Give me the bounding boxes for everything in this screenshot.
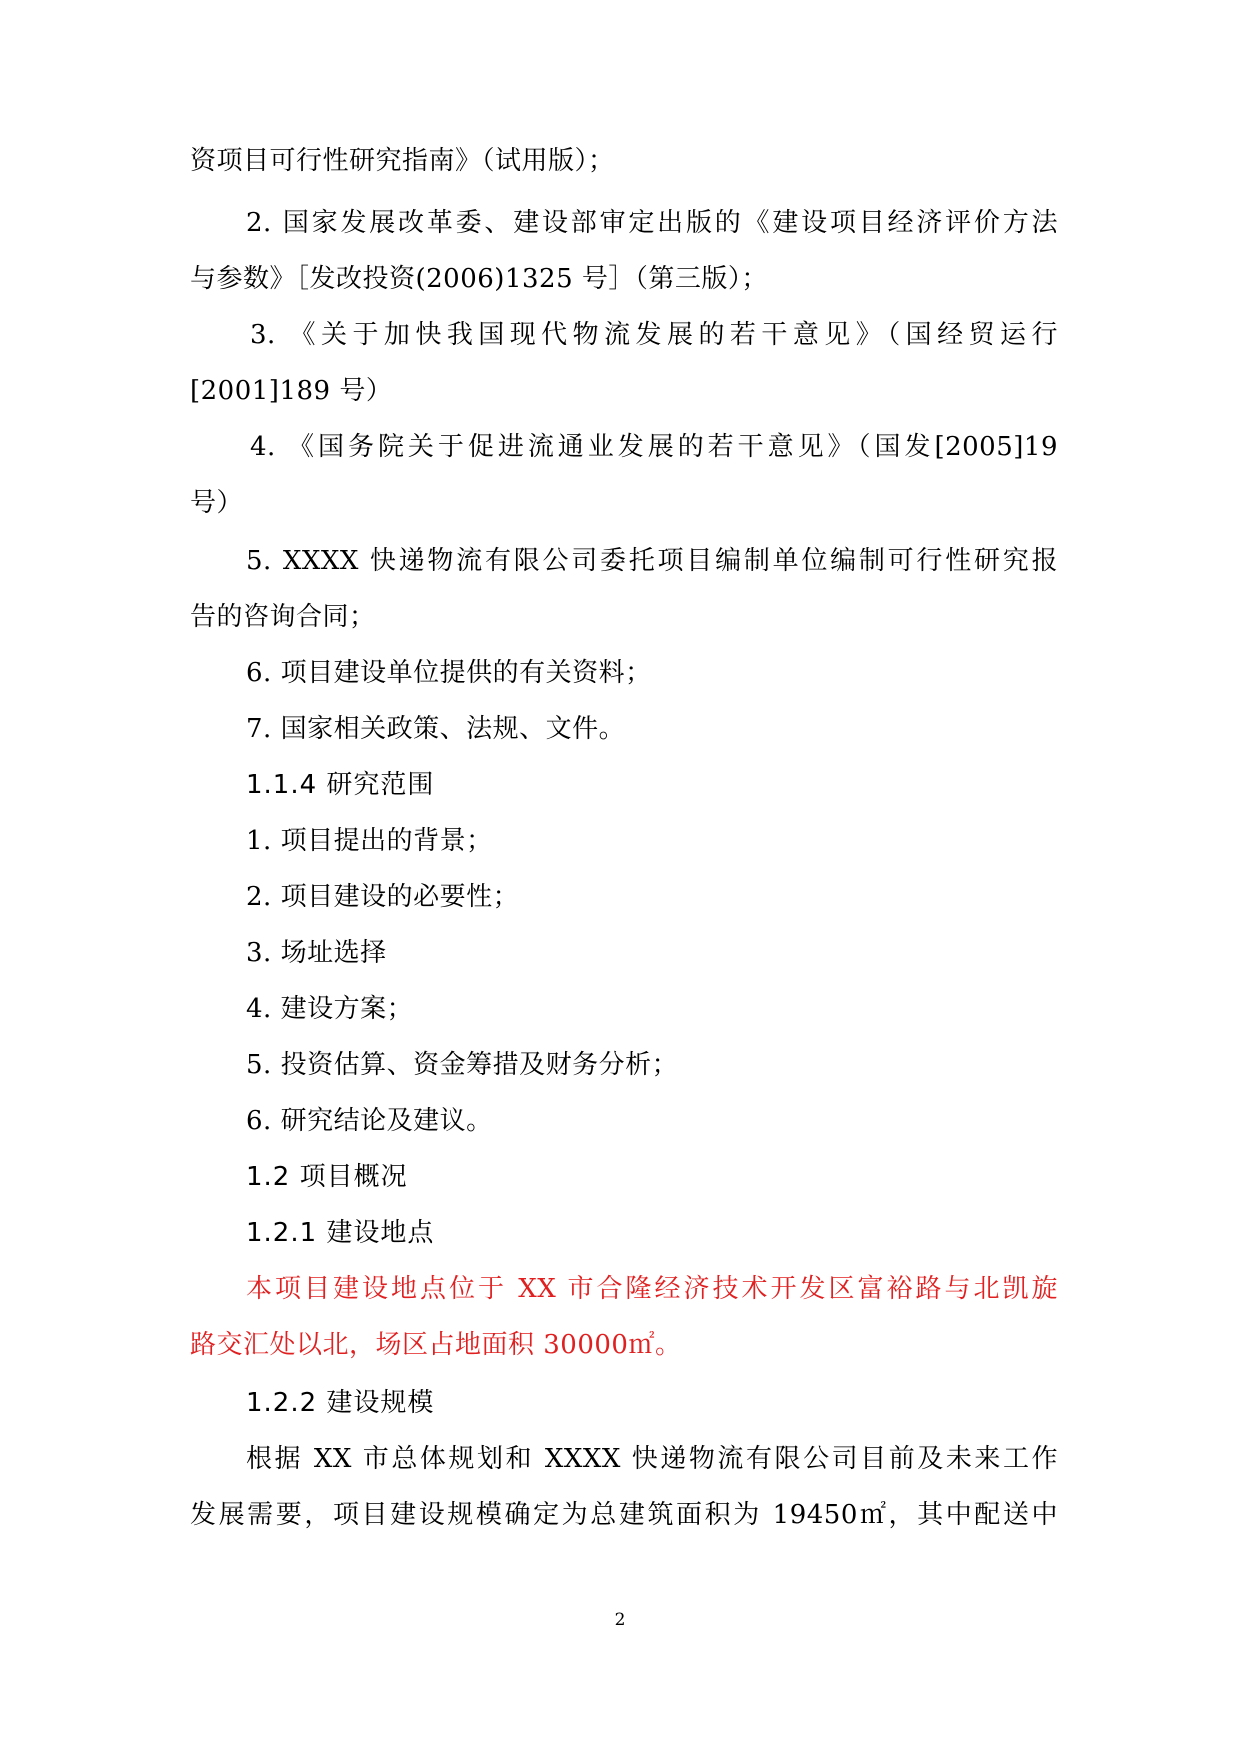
list-item-4: 4. 《国务院关于促进流通业发展的若干意见》（国发[2005]19 — [250, 432, 1058, 462]
paragraph-line: [2001]189 号） — [190, 376, 393, 406]
scope-item-5: 5. 投资估算、资金筹措及财务分析； — [246, 1050, 679, 1080]
paragraph-line: 资项目可行性研究指南》（试用版）； — [190, 146, 615, 176]
list-item-6: 6. 项目建设单位提供的有关资料； — [246, 658, 652, 688]
list-item-7: 7. 国家相关政策、法规、文件。 — [246, 714, 626, 744]
scope-item-3: 3. 场址选择 — [246, 938, 387, 968]
section-heading-1-1-4: 1.1.4 研究范围 — [246, 770, 435, 800]
scope-item-2: 2. 项目建设的必要性； — [246, 882, 520, 912]
list-item-2: 2. 国家发展改革委、建设部审定出版的《建设项目经济评价方法 — [246, 208, 1058, 238]
paragraph-line: 发展需要，项目建设规模确定为总建筑面积为 19450㎡，其中配送中 — [190, 1500, 1058, 1530]
paragraph-line: 号） — [190, 488, 244, 518]
section-heading-1-2-1: 1.2.1 建设地点 — [246, 1218, 435, 1248]
list-item-3: 3. 《关于加快我国现代物流发展的若干意见》（国经贸运行 — [250, 320, 1058, 350]
section-heading-1-2: 1.2 项目概况 — [246, 1162, 408, 1192]
highlighted-paragraph-line: 本项目建设地点位于 XX 市合隆经济技术开发区富裕路与北凯旋 — [246, 1274, 1058, 1304]
page-number: 2 — [614, 1610, 626, 1630]
section-heading-1-2-2: 1.2.2 建设规模 — [246, 1388, 435, 1418]
paragraph-line: 告的咨询合同； — [190, 602, 376, 632]
highlighted-paragraph-line: 路交汇处以北，场区占地面积 30000㎡。 — [190, 1330, 682, 1360]
paragraph-line: 与参数》［发改投资(2006)1325 号］（第三版）； — [190, 264, 768, 294]
scope-item-1: 1. 项目提出的背景； — [246, 826, 493, 856]
scope-item-6: 6. 研究结论及建议。 — [246, 1106, 493, 1136]
list-item-5: 5. XXXX 快递物流有限公司委托项目编制单位编制可行性研究报 — [246, 546, 1058, 576]
scope-item-4: 4. 建设方案； — [246, 994, 414, 1024]
paragraph-line: 根据 XX 市总体规划和 XXXX 快递物流有限公司目前及未来工作 — [246, 1444, 1058, 1474]
